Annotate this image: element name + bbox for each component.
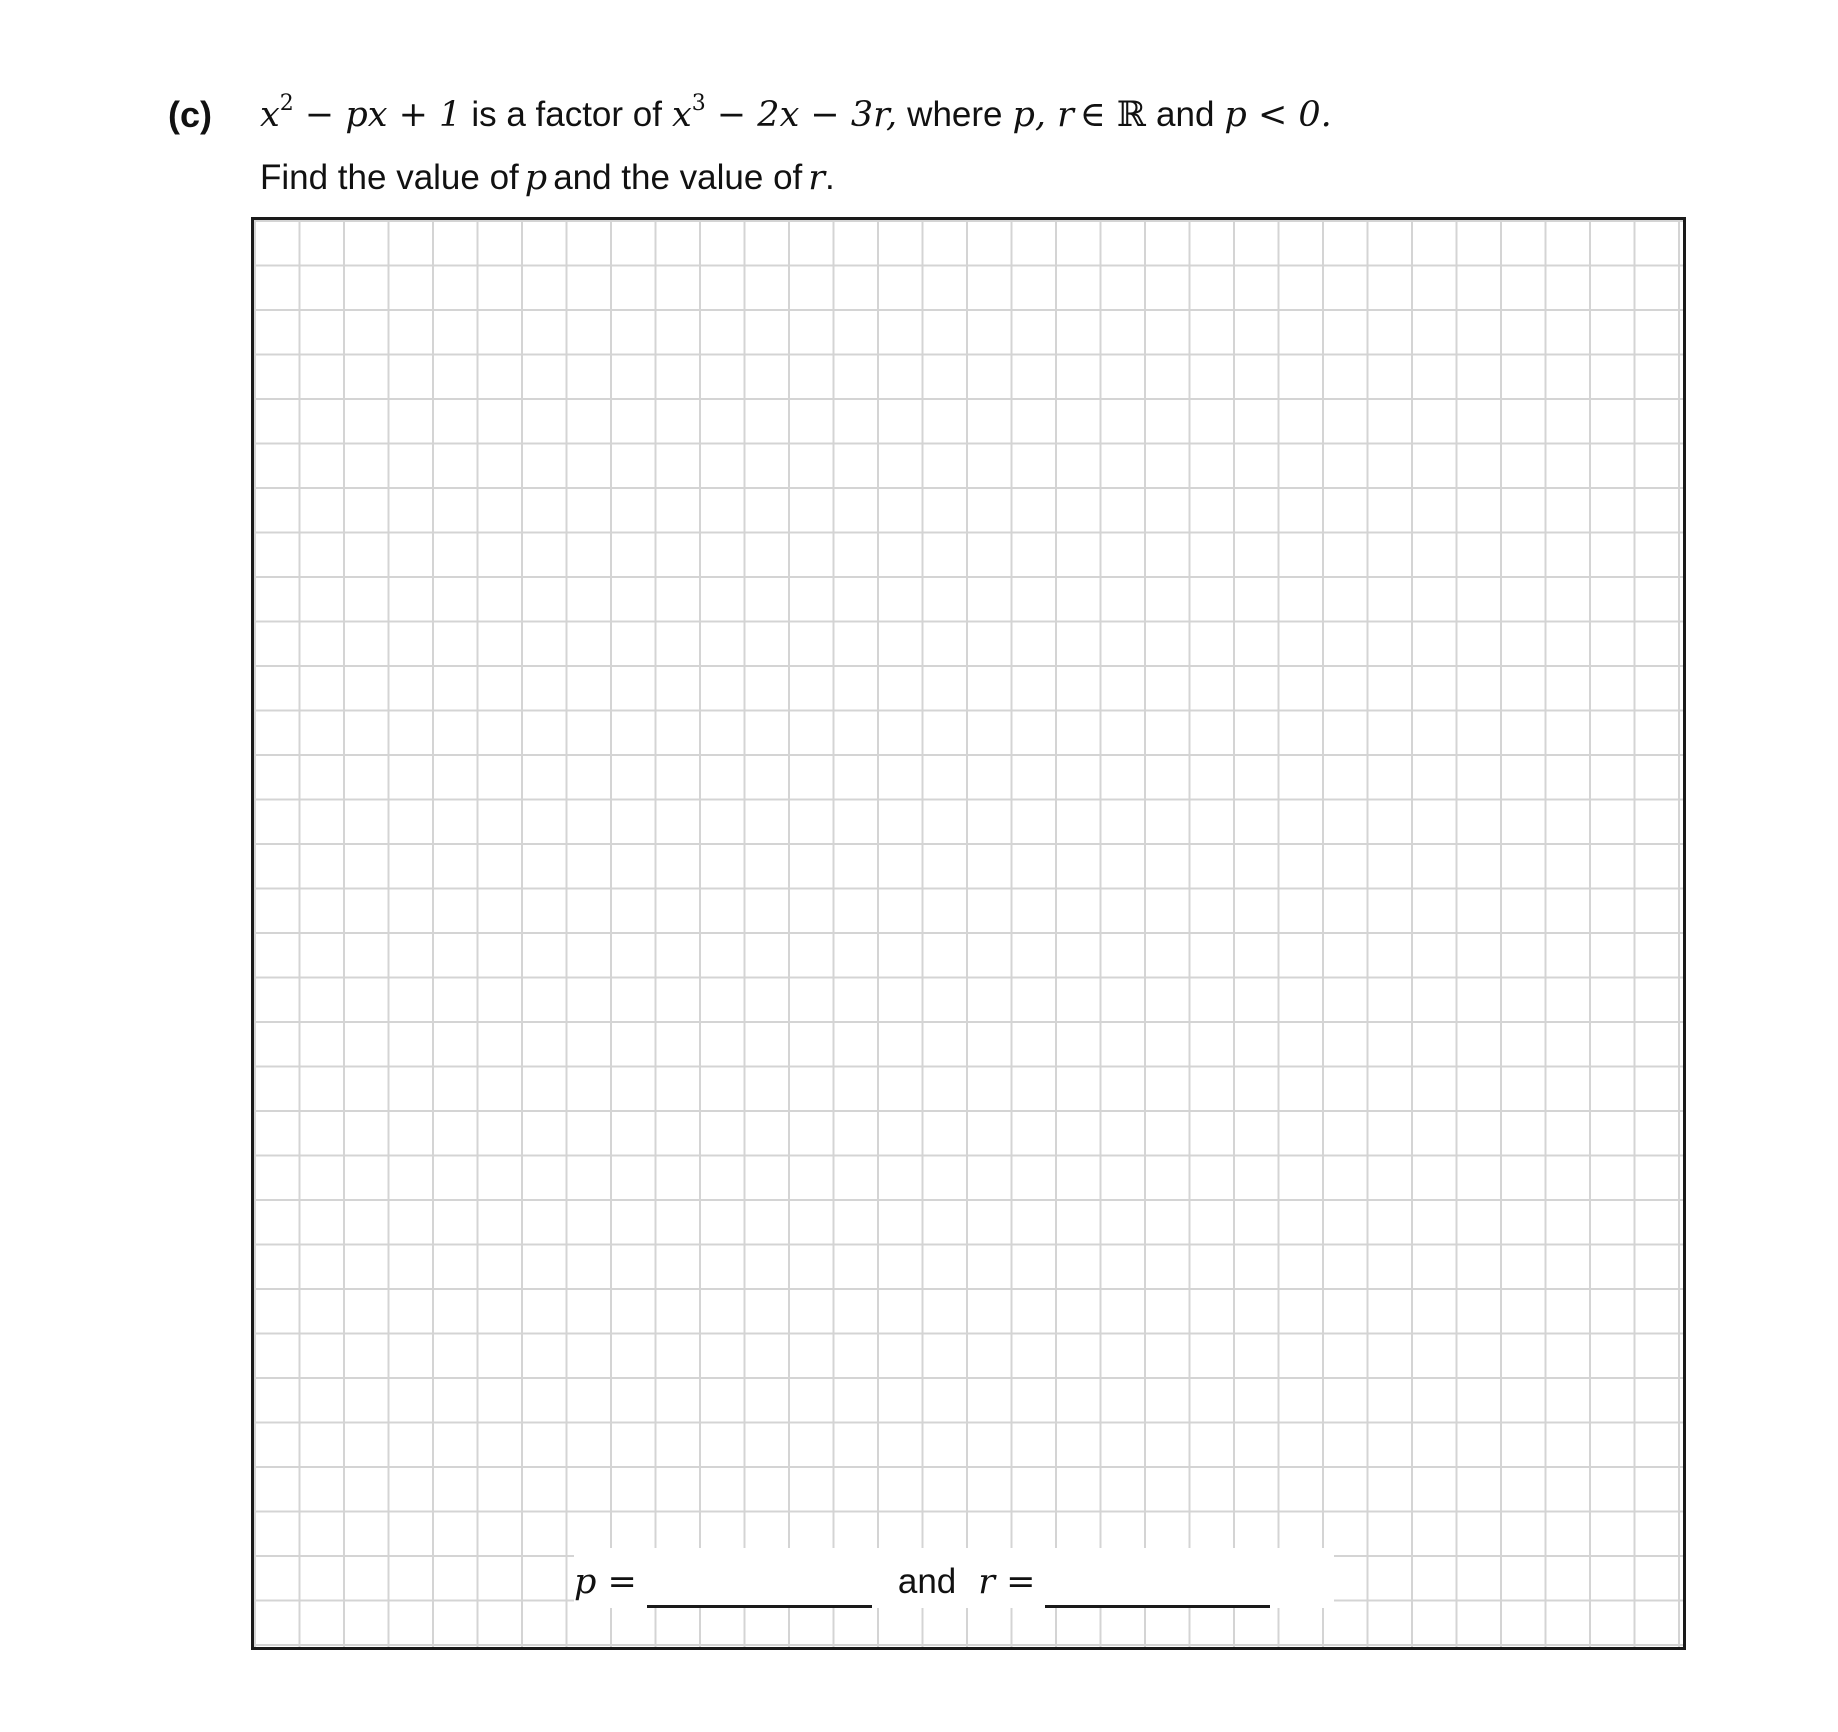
question-statement [260,90,1332,140]
r-answer-label: r = [978,1562,1036,1602]
where-text: where [907,95,1003,134]
p-answer-blank[interactable] [647,1564,872,1608]
p-answer-label: p = [574,1562,637,1602]
answer-grid-box[interactable] [251,217,1686,1650]
r-answer-blank[interactable] [1045,1564,1270,1608]
instruction-middle: and the value of [553,158,803,197]
polynomial-expression: $x^3 - 2x - 3r$, [671,91,898,135]
instruction-line [260,153,835,203]
condition-inequality: p < 0. [1224,95,1332,135]
factor-expression: $x^2$ − px + 1 [260,91,462,135]
question-part-label: (c) [168,94,212,135]
condition-variables: p, r [1012,95,1074,135]
is-factor-of-text: is a factor of [471,95,662,134]
answer-and-text: and [897,1562,957,1601]
answer-row [574,1548,1334,1608]
and-text: and [1156,95,1215,134]
real-set-symbol: ∈ ℝ [1079,95,1147,135]
instruction-prefix: Find the value of [260,158,519,197]
instruction-var-p: p [524,158,548,198]
instruction-var-r: r [808,158,826,198]
instruction-suffix: . [825,158,835,197]
